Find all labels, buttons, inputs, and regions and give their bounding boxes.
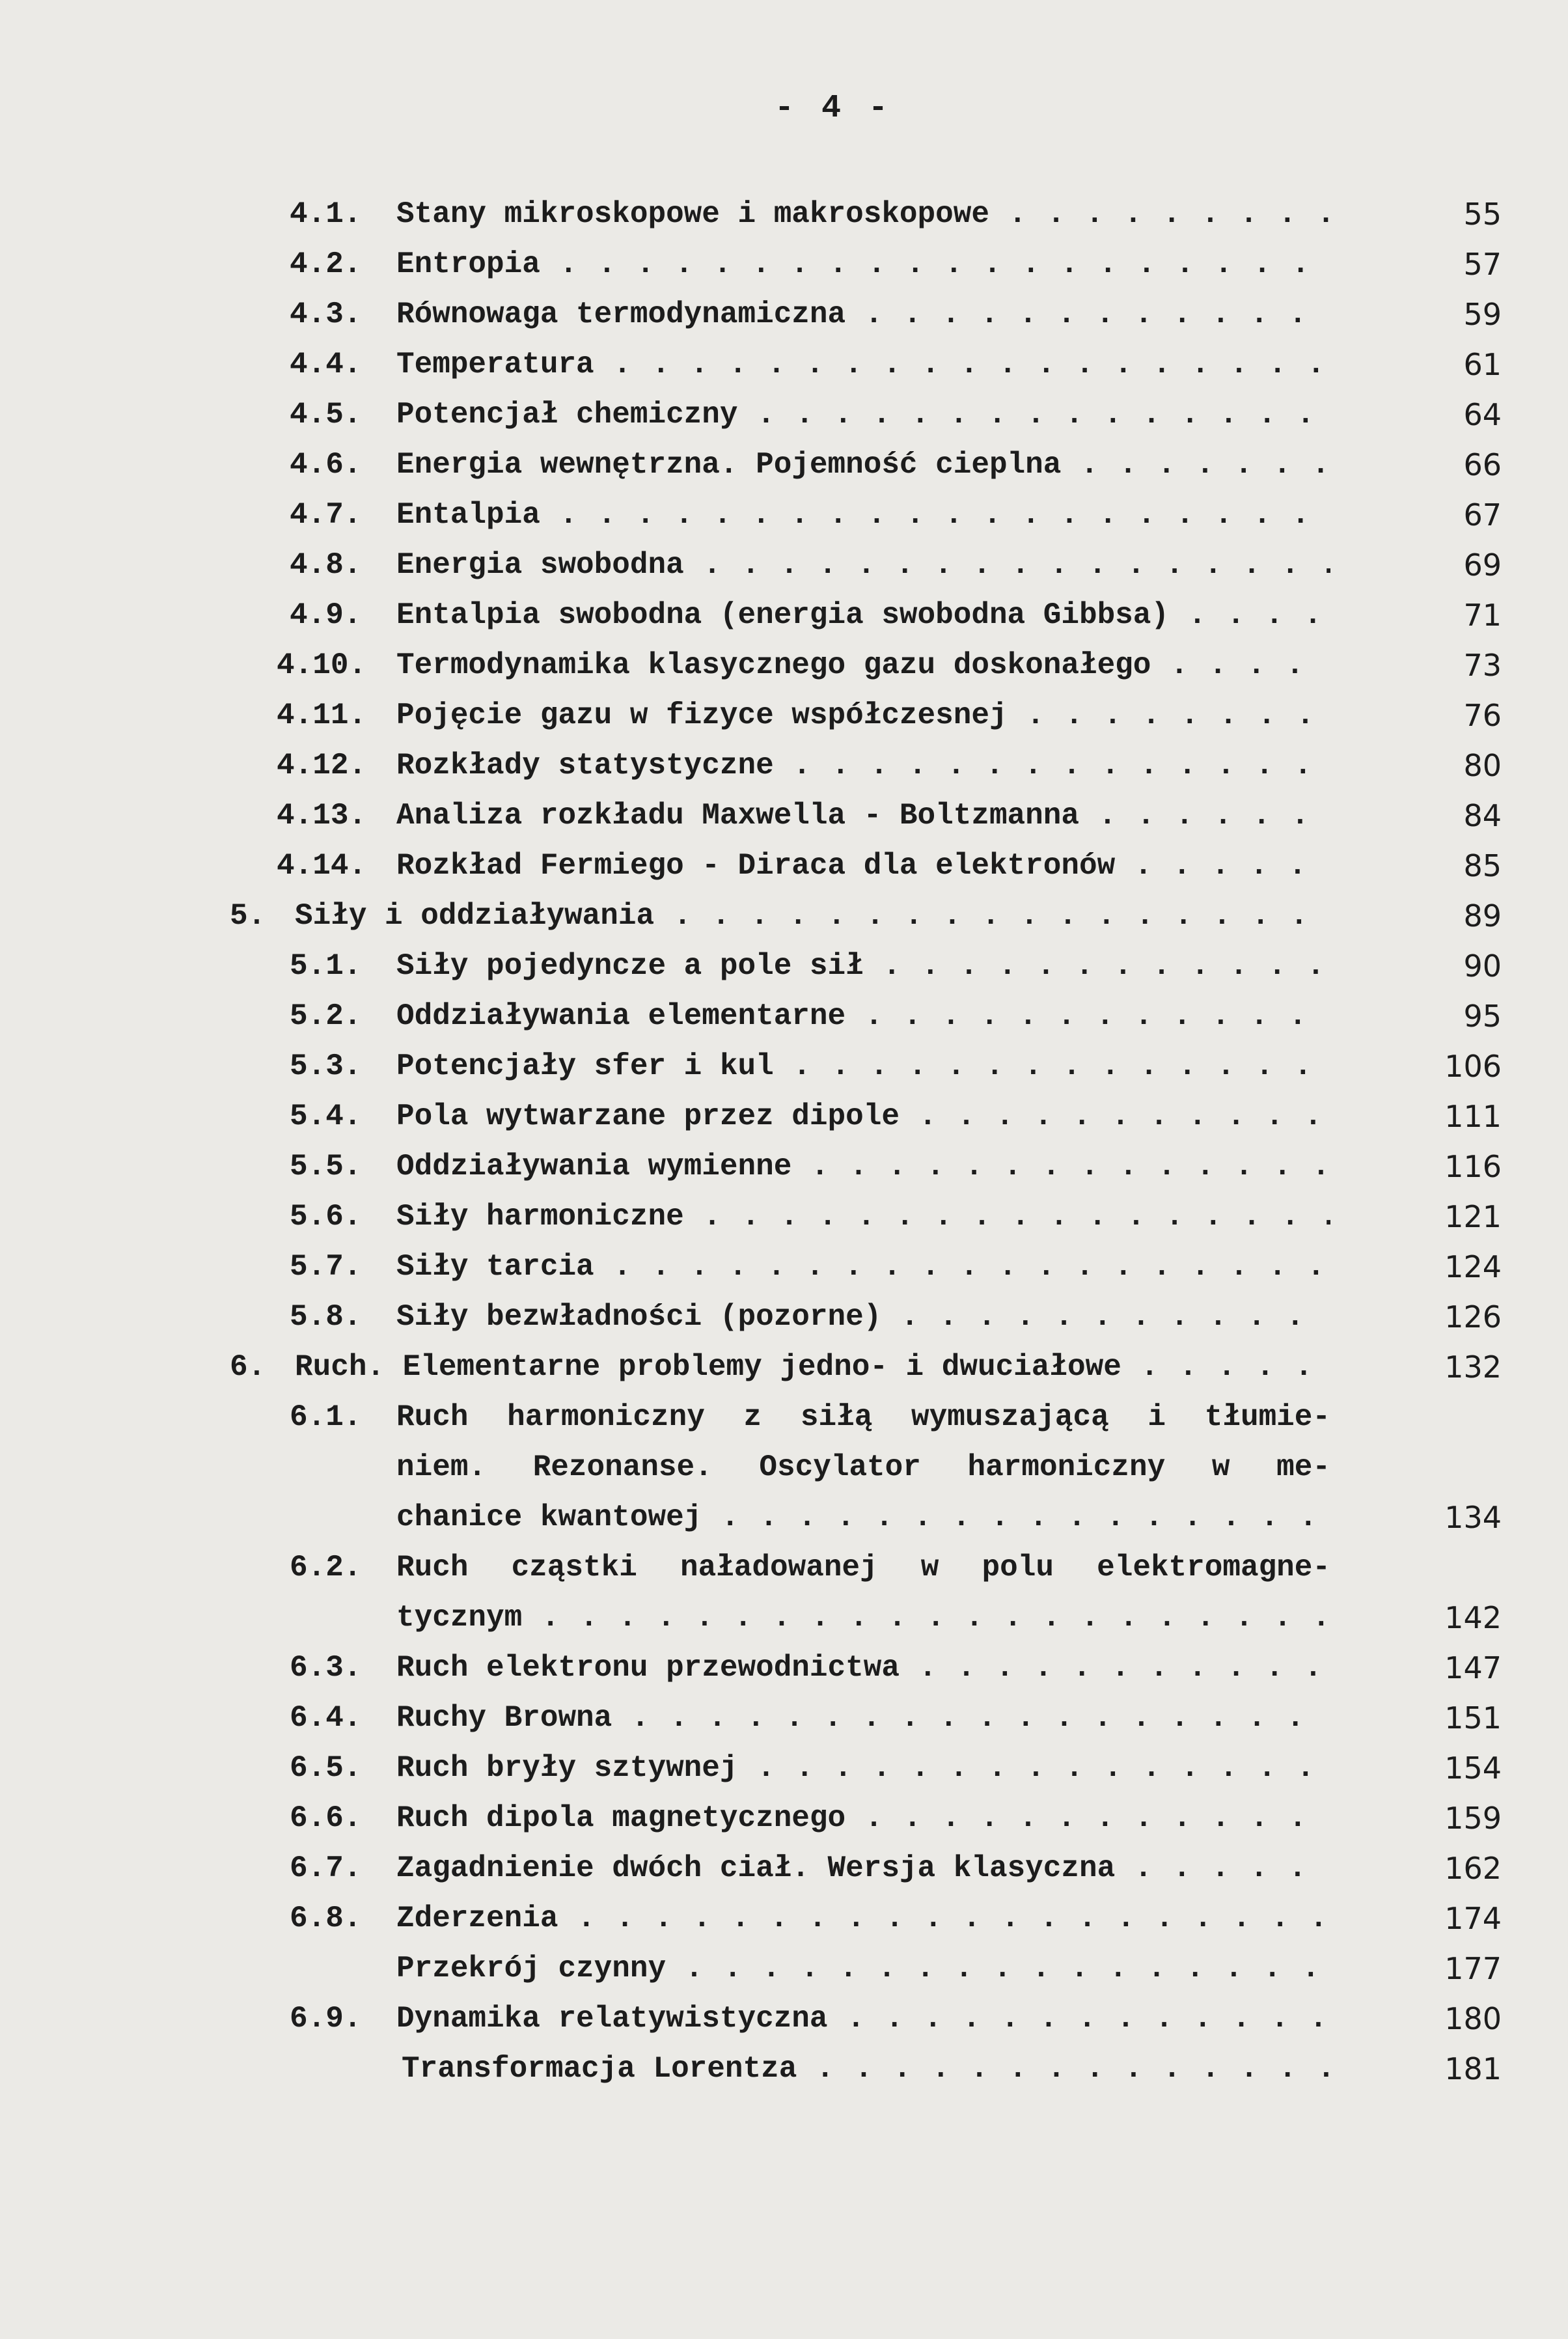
entry-page: 89	[1463, 898, 1502, 934]
entry-title: Rozkład Fermiego - Diraca dla elektronów . . .	[396, 840, 1330, 891]
entry-title: Oddziaływania wymienne . . .	[396, 1141, 1330, 1192]
entry-title: Dynamika relatywistyczna . . .	[396, 1993, 1330, 2044]
entry-number: 4.11.	[277, 699, 367, 732]
entry-title: Temperatura . . .	[396, 339, 1330, 390]
toc-entry	[0, 840, 1568, 891]
entry-title: Zagadnienie dwóch ciał. Wersja klasyczna . . .	[396, 1843, 1330, 1894]
entry-title: Ruch harmoniczny z siłą wymuszającą i tłumie-	[396, 1400, 1330, 1434]
entry-page: 76	[1463, 698, 1502, 733]
toc-subentry	[0, 1943, 1568, 1994]
entry-title: Zderzenia . . .	[396, 1893, 1330, 1944]
entry-page: 95	[1463, 999, 1502, 1034]
toc-entry	[0, 590, 1568, 641]
entry-page: 106	[1444, 1049, 1502, 1084]
toc-entry	[0, 540, 1568, 590]
toc-entry	[0, 941, 1568, 991]
entry-page: 174	[1444, 1901, 1502, 1936]
toc-entry	[0, 1843, 1568, 1894]
entry-title: Ruch bryły sztywnej . . .	[396, 1743, 1330, 1793]
entry-title: niem. Rezonanse. Oscylator harmoniczny w me-	[396, 1450, 1330, 1484]
toc-entry	[0, 189, 1568, 240]
entry-title: Entropia . . .	[396, 239, 1330, 290]
toc-entry	[0, 1241, 1568, 1292]
entry-number: 5.5.	[290, 1150, 362, 1183]
entry-number: 5.7.	[290, 1250, 362, 1284]
entry-number: 5.8.	[290, 1300, 362, 1334]
entry-page: 85	[1463, 848, 1502, 883]
entry-number: 6.6.	[290, 1801, 362, 1835]
entry-title: Analiza rozkładu Maxwella - Boltzmanna . . .	[396, 790, 1330, 841]
entry-page: 180	[1444, 2001, 1502, 2036]
entry-number: 6.3.	[290, 1651, 362, 1685]
toc-entry	[0, 1542, 1568, 1593]
toc-entry-continuation	[0, 1492, 1568, 1543]
entry-page: 69	[1463, 547, 1502, 583]
entry-title: Siły tarcia . . .	[396, 1241, 1330, 1292]
toc-entry	[0, 1342, 1568, 1392]
entry-title: Energia swobodna . . .	[396, 540, 1330, 590]
entry-number: 5.6.	[290, 1200, 362, 1234]
entry-page: 66	[1463, 447, 1502, 482]
entry-page: 57	[1463, 247, 1502, 282]
toc-entry	[0, 490, 1568, 540]
entry-title: Potencjały sfer i kul . . .	[396, 1041, 1330, 1092]
entry-number: 4.5.	[290, 398, 362, 432]
entry-title: Ruch elektronu przewodnictwa . . .	[396, 1642, 1330, 1693]
entry-number: 5.4.	[290, 1100, 362, 1133]
entry-title: Siły pojedyncze a pole sił . . .	[396, 941, 1330, 991]
entry-title: Energia wewnętrzna. Pojemność cieplna . . .	[396, 439, 1330, 490]
entry-number: 4.9.	[290, 598, 362, 632]
entry-page: 64	[1463, 397, 1502, 432]
toc-entry	[0, 289, 1568, 340]
entry-number: 6.5.	[290, 1751, 362, 1785]
entry-page: 116	[1444, 1149, 1502, 1184]
entry-number: 4.3.	[290, 298, 362, 331]
entry-page: 73	[1463, 648, 1502, 683]
entry-title: Równowaga termodynamiczna . . .	[396, 289, 1330, 340]
entry-page: 132	[1444, 1349, 1502, 1385]
entry-title: chanice kwantowej . . .	[396, 1492, 1330, 1543]
entry-number: 6.1.	[290, 1400, 362, 1434]
entry-number: 4.6.	[290, 448, 362, 482]
toc-entry	[0, 1743, 1568, 1793]
toc-entry-continuation	[0, 1442, 1568, 1493]
entry-title: Entalpia . . .	[396, 490, 1330, 540]
entry-number: 4.13.	[277, 799, 367, 833]
toc-entry-continuation	[0, 1592, 1568, 1643]
entry-title: tycznym . . .	[396, 1592, 1330, 1643]
entry-title: Potencjał chemiczny . . .	[396, 389, 1330, 440]
toc-entry	[0, 891, 1568, 941]
entry-number: 6.	[230, 1350, 266, 1384]
toc-entry	[0, 1993, 1568, 2044]
entry-page: 121	[1444, 1199, 1502, 1234]
toc-entry	[0, 389, 1568, 440]
toc-entry	[0, 740, 1568, 791]
entry-title: Oddziaływania elementarne . . .	[396, 991, 1330, 1042]
entry-page: 142	[1444, 1600, 1502, 1635]
entry-page: 59	[1463, 297, 1502, 332]
toc-entry	[0, 1893, 1568, 1944]
toc-entry	[0, 1141, 1568, 1192]
entry-page: 80	[1463, 748, 1502, 783]
entry-page: 126	[1444, 1299, 1502, 1335]
entry-title: Stany mikroskopowe i makroskopowe . . .	[396, 189, 1330, 240]
toc-entry	[0, 1292, 1568, 1342]
entry-page: 55	[1463, 197, 1502, 232]
toc-entry	[0, 439, 1568, 490]
entry-number: 6.4.	[290, 1701, 362, 1735]
entry-title: Pojęcie gazu w fizyce współczesnej . . .	[396, 690, 1330, 741]
entry-number: 5.3.	[290, 1049, 362, 1083]
entry-number: 6.7.	[290, 1851, 362, 1885]
entry-title: Ruch dipola magnetycznego . . .	[396, 1793, 1330, 1844]
entry-number: 4.1.	[290, 197, 362, 231]
entry-title: Przekrój czynny . . .	[396, 1943, 1330, 1994]
toc-entry	[0, 640, 1568, 691]
entry-title: Siły i oddziaływania . . .	[295, 891, 1330, 941]
entry-number: 6.2.	[290, 1551, 362, 1585]
toc-subentry	[0, 2043, 1568, 2094]
entry-title: Entalpia swobodna (energia swobodna Gibbsa) . . .	[396, 590, 1330, 641]
entry-number: 6.8.	[290, 1902, 362, 1935]
toc-entry	[0, 339, 1568, 390]
toc-entry	[0, 1041, 1568, 1092]
entry-title: Ruch cząstki naładowanej w polu elektromagne-	[396, 1551, 1330, 1585]
toc-entry	[0, 1392, 1568, 1443]
entry-page: 111	[1444, 1099, 1502, 1134]
entry-number: 4.12.	[277, 749, 367, 782]
toc-entry	[0, 991, 1568, 1042]
entry-title: Ruch. Elementarne problemy jedno- i dwuciałowe . . .	[295, 1342, 1330, 1392]
toc-entry	[0, 1091, 1568, 1142]
entry-number: 5.2.	[290, 999, 362, 1033]
entry-page: 147	[1444, 1650, 1502, 1685]
entry-page: 154	[1444, 1751, 1502, 1786]
entry-title: Ruchy Browna . . .	[396, 1693, 1330, 1743]
entry-page: 159	[1444, 1801, 1502, 1836]
entry-page: 162	[1444, 1851, 1502, 1886]
toc-entry	[0, 1642, 1568, 1693]
toc-entry	[0, 1191, 1568, 1242]
entry-page: 61	[1463, 347, 1502, 382]
entry-number: 4.10.	[277, 648, 367, 682]
entry-page: 90	[1463, 948, 1502, 984]
toc-entry	[0, 1793, 1568, 1844]
entry-title: Pola wytwarzane przez dipole . . .	[396, 1091, 1330, 1142]
entry-page: 181	[1444, 2051, 1502, 2086]
entry-number: 5.1.	[290, 949, 362, 983]
entry-title: Termodynamika klasycznego gazu doskonałego . . .	[396, 640, 1330, 691]
entry-page: 67	[1463, 497, 1502, 533]
entry-title: Transformacja Lorentza . . .	[402, 2043, 1330, 2094]
entry-number: 4.8.	[290, 548, 362, 582]
entry-number: 6.9.	[290, 2002, 362, 2036]
toc-entry	[0, 239, 1568, 290]
toc-entry	[0, 1693, 1568, 1743]
entry-page: 71	[1463, 598, 1502, 633]
entry-title: Rozkłady statystyczne . . .	[396, 740, 1330, 791]
entry-number: 4.14.	[277, 849, 367, 883]
entry-number: 4.2.	[290, 247, 362, 281]
entry-page: 134	[1444, 1500, 1502, 1535]
entry-title: Siły harmoniczne . . .	[396, 1191, 1330, 1242]
toc-entry	[0, 790, 1568, 841]
entry-page: 124	[1444, 1249, 1502, 1284]
entry-page: 177	[1444, 1951, 1502, 1986]
entry-number: 5.	[230, 899, 266, 933]
entry-number: 4.7.	[290, 498, 362, 532]
toc-entry	[0, 690, 1568, 741]
entry-number: 4.4.	[290, 348, 362, 381]
entry-title: Siły bezwładności (pozorne) . . .	[396, 1292, 1330, 1342]
entry-page: 84	[1463, 798, 1502, 833]
page-number: - 4 -	[775, 90, 892, 127]
entry-page: 151	[1444, 1700, 1502, 1736]
